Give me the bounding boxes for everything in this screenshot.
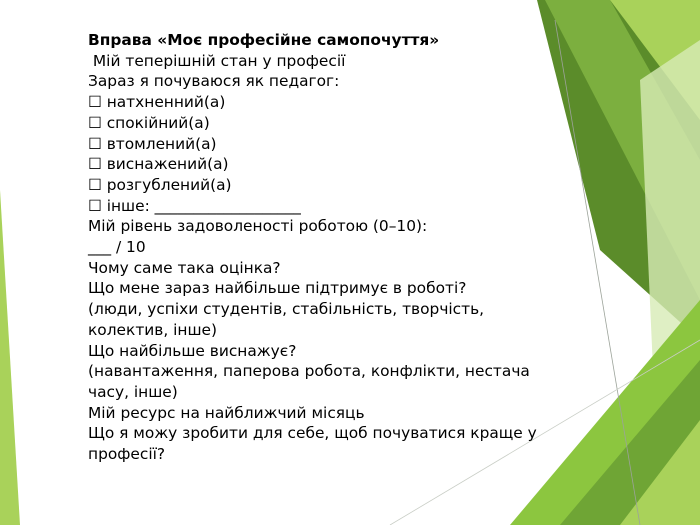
left-accent-shape [0, 190, 20, 525]
checkbox-option: ☐ втомлений(а) [88, 134, 217, 153]
checkbox-option: ☐ інше: ___________________ [88, 196, 301, 215]
text-line: Що найбільше виснажує? [88, 341, 297, 360]
text-line: Мій теперішній стан у професії [88, 51, 346, 70]
text-line: Мій рівень задоволеності роботою (0–10): [88, 217, 428, 236]
text-line: Чому саме така оцінка? [88, 258, 281, 277]
text-line: Мій ресурс на найближчий місяць [88, 403, 365, 422]
exercise-content [88, 30, 558, 465]
checkbox-option: ☐ натхненний(а) [88, 93, 226, 112]
text-line: ___ / 10 [88, 238, 146, 257]
checkbox-option: ☐ виснажений(а) [88, 155, 229, 174]
checkbox-option: ☐ спокійний(а) [88, 113, 210, 132]
text-line: (люди, успіхи студентів, стабільність, творчість, колектив, інше) [88, 300, 489, 339]
checkbox-option: ☐ розгублений(а) [88, 175, 232, 194]
text-line: Що я можу зробити для себе, щоб почуватися краще у професії? [88, 424, 542, 464]
text-line: (навантаження, паперова робота, конфлікти, нестача часу, інше) [88, 362, 535, 401]
text-line: Що мене зараз найбільше підтримує в роботі? [88, 279, 467, 298]
exercise-title: Вправа «Моє професійне самопочуття» [88, 31, 440, 49]
text-line: Зараз я почуваюся як педагог: [88, 72, 340, 91]
